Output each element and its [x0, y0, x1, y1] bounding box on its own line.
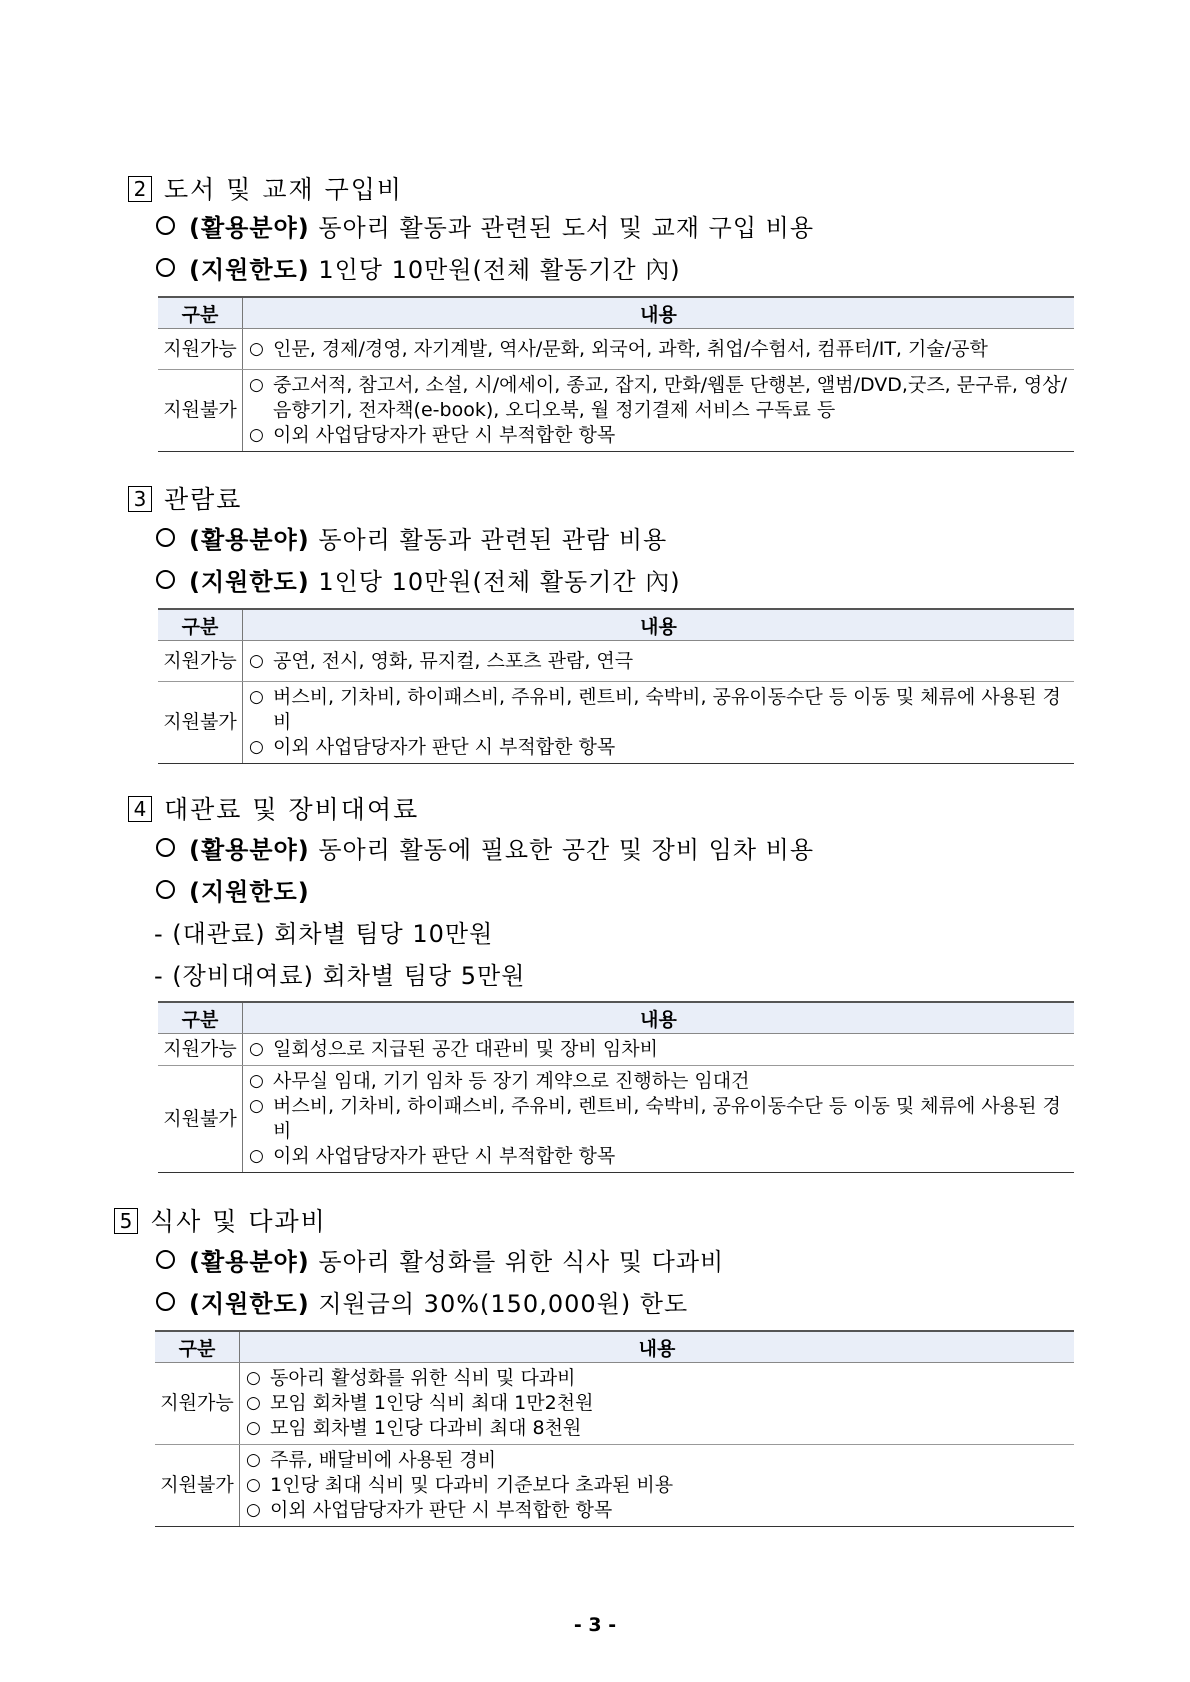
list-item: ○ 모임 회차별 1인당 다과비 최대 8천원 [246, 1416, 1068, 1441]
row-label-allowed: 지원가능 [158, 329, 243, 370]
section-title [128, 790, 419, 826]
table-header-category: 구분 [158, 297, 243, 329]
list-item: ○ 동아리 활성화를 위한 식비 및 다과비 [246, 1366, 1068, 1391]
table-row-denied [158, 1066, 1074, 1173]
purpose-line [156, 208, 814, 243]
section-title [114, 1202, 327, 1238]
list-item: ○ 이외 사업담당자가 판단 시 부적합한 항목 [249, 735, 1068, 760]
table-header-content: 내용 [243, 1002, 1075, 1034]
limit-line [156, 1284, 688, 1319]
circle-bullet-icon [156, 216, 175, 235]
circle-bullet-icon [156, 880, 175, 899]
list-item: ○ 이외 사업담당자가 판단 시 부적합한 항목 [249, 423, 1068, 448]
list-item: ○ 주류, 배달비에 사용된 경비 [246, 1448, 1068, 1473]
list-item: ○ 일회성으로 지급된 공간 대관비 및 장비 임차비 [249, 1037, 1068, 1062]
list-item: ○ 버스비, 기차비, 하이패스비, 주유비, 렌트비, 숙박비, 공유이동수단 등 이동 및 체류에 사용된 경비 [249, 685, 1068, 735]
table-header-category: 구분 [158, 609, 243, 641]
page-number: - 3 - [573, 1614, 617, 1636]
limit-detail: - (대관료) 회차별 팀당 10만원 [154, 920, 494, 948]
section-title [128, 480, 242, 516]
circle-bullet-icon [156, 570, 175, 589]
section-title-text: 대관료 및 장비대여료 [164, 795, 420, 824]
limit-label: (지원한도) [189, 1290, 310, 1318]
section-number: 2 [128, 176, 152, 202]
row-label-denied: 지원불가 [158, 370, 243, 452]
table-header-category: 구분 [158, 1002, 243, 1034]
table-header-content: 내용 [243, 297, 1075, 329]
list-item: ○ 이외 사업담당자가 판단 시 부적합한 항목 [249, 1144, 1068, 1169]
row-content [243, 370, 1075, 452]
section-title-text: 식사 및 다과비 [150, 1207, 327, 1236]
row-content [240, 1445, 1075, 1527]
circle-bullet-icon [156, 1250, 175, 1269]
limit-text: 1인당 10만원(전체 활동기간 內) [309, 568, 681, 596]
table-row-allowed [158, 641, 1074, 682]
list-item: ○ 이외 사업담당자가 판단 시 부적합한 항목 [246, 1498, 1068, 1523]
section-title-text: 도서 및 교재 구입비 [164, 175, 404, 204]
list-item: ○ 중고서적, 참고서, 소설, 시/에세이, 종교, 잡지, 만화/웹툰 단행본, 앨범/DVD,굿즈, 문구류, 영상/음향기기, 전자책(e-book), 오디오북, 월 정기결제 서비스 구독료 등 [249, 373, 1068, 423]
purpose-line [156, 1242, 724, 1277]
limit-label: (지원한도) [189, 878, 310, 906]
expense-table [158, 608, 1074, 764]
section-number: 4 [128, 796, 152, 822]
section-title [128, 170, 403, 206]
limit-line [156, 872, 310, 907]
row-content [243, 1066, 1075, 1173]
expense-table [158, 1001, 1074, 1173]
expense-table [158, 296, 1074, 452]
purpose-label: (활용분야) [189, 526, 310, 554]
list-item: ○ 모임 회차별 1인당 식비 최대 1만2천원 [246, 1391, 1068, 1416]
row-label-allowed: 지원가능 [158, 641, 243, 682]
row-label-denied: 지원불가 [158, 1066, 243, 1173]
row-content [243, 1034, 1075, 1066]
purpose-text: 동아리 활동에 필요한 공간 및 장비 임차 비용 [309, 836, 815, 864]
list-item: ○ 공연, 전시, 영화, 뮤지컬, 스포츠 관람, 연극 [249, 649, 1068, 674]
table-header-content: 내용 [243, 609, 1075, 641]
expense-table [155, 1330, 1074, 1527]
row-label-allowed: 지원가능 [155, 1363, 240, 1445]
row-content [243, 641, 1075, 682]
limit-line [156, 250, 681, 285]
table-row-allowed [158, 329, 1074, 370]
limit-label: (지원한도) [189, 568, 310, 596]
circle-bullet-icon [156, 838, 175, 857]
circle-bullet-icon [156, 528, 175, 547]
row-label-denied: 지원불가 [158, 682, 243, 764]
row-label-allowed: 지원가능 [158, 1034, 243, 1066]
section-number: 5 [114, 1208, 138, 1234]
row-content [240, 1363, 1075, 1445]
row-content [243, 682, 1075, 764]
table-row-allowed [155, 1363, 1074, 1445]
limit-label: (지원한도) [189, 256, 310, 284]
purpose-label: (활용분야) [189, 214, 310, 242]
limit-detail: - (장비대여료) 회차별 팀당 5만원 [154, 962, 526, 990]
purpose-label: (활용분야) [189, 836, 310, 864]
purpose-line [156, 520, 667, 555]
circle-bullet-icon [156, 258, 175, 277]
limit-line [156, 562, 681, 597]
purpose-text: 동아리 활성화를 위한 식사 및 다과비 [309, 1248, 725, 1276]
purpose-label: (활용분야) [189, 1248, 310, 1276]
table-row-allowed [158, 1034, 1074, 1066]
table-row-denied [155, 1445, 1074, 1527]
list-item: ○ 사무실 임대, 기기 임차 등 장기 계약으로 진행하는 임대건 [249, 1069, 1068, 1094]
row-label-denied: 지원불가 [155, 1445, 240, 1527]
table-row-denied [158, 682, 1074, 764]
list-item: ○ 인문, 경제/경영, 자기계발, 역사/문화, 외국어, 과학, 취업/수험서, 컴퓨터/IT, 기술/공학 [249, 337, 1068, 362]
table-row-denied [158, 370, 1074, 452]
limit-text: 지원금의 30%(150,000원) 한도 [309, 1290, 689, 1318]
table-header-category: 구분 [155, 1331, 240, 1363]
section-title-text: 관람료 [164, 485, 243, 514]
purpose-line [156, 830, 814, 865]
table-header-content: 내용 [240, 1331, 1075, 1363]
section-number: 3 [128, 486, 152, 512]
list-item: ○ 1인당 최대 식비 및 다과비 기준보다 초과된 비용 [246, 1473, 1068, 1498]
row-content [243, 329, 1075, 370]
limit-text: 1인당 10만원(전체 활동기간 內) [309, 256, 681, 284]
list-item: ○ 버스비, 기차비, 하이패스비, 주유비, 렌트비, 숙박비, 공유이동수단 등 이동 및 체류에 사용된 경비 [249, 1094, 1068, 1144]
circle-bullet-icon [156, 1292, 175, 1311]
purpose-text: 동아리 활동과 관련된 도서 및 교재 구입 비용 [309, 214, 815, 242]
purpose-text: 동아리 활동과 관련된 관람 비용 [309, 526, 668, 554]
